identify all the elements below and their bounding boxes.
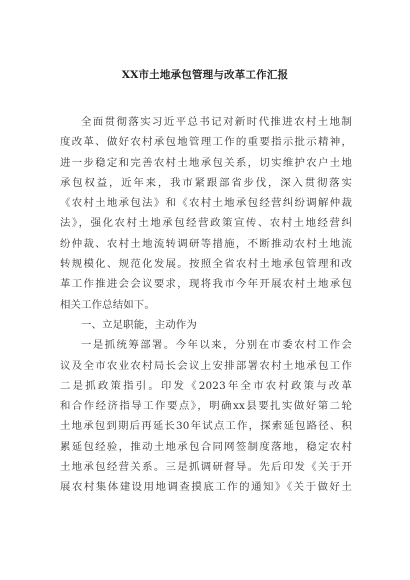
paragraph-line: 土地承包经营关系。三是抓调研督导。先后印发《关于开 [60, 461, 352, 474]
paragraph-line: 全面贯彻落实习近平总书记对新时代推进农村土地制 [81, 116, 352, 128]
paragraph-line: 累延包经验，推动土地承包合同网签制度落地，稳定农村 [60, 440, 352, 453]
paragraph-line: 进一步稳定和完善农村土地承包关系，切实维护农户土地 [60, 156, 352, 169]
paragraph-line: 革工作推进会会议要求，现将我市今年开展农村土地承包 [60, 278, 352, 291]
paragraph-line: 议及全市农业农村局长会议上安排部署农村土地承包工作 [60, 359, 352, 372]
paragraph-line: 相关工作总结如下。 [60, 298, 155, 311]
paragraph-line: 二是抓政策指引。印发《2023年全市农村政策与改革 [60, 379, 352, 392]
paragraph-line: 纷仲裁、农村土地流转调研等措施，不断推动农村土地流 [60, 237, 352, 250]
document-body [60, 112, 352, 498]
paragraph-line: 《农村土地承包法》和《农村土地承包经营纠纷调解仲裁 [60, 197, 352, 210]
paragraph-line: 承包权益，近年来，我市紧跟部省步伐，深入贯彻落实 [60, 176, 352, 189]
paragraph-line: 法》，强化农村土地承包经营政策宣传、农村土地经营纠 [60, 217, 352, 230]
paragraph-line: 一是抓统筹部署。今年以来，分别在市委农村工作会 [81, 339, 352, 352]
paragraph-line: 转规模化、规范化发展。按照全省农村土地承包管理和改 [60, 258, 352, 271]
paragraph-line: 展农村集体建设用地调查摸底工作的通知》《关于做好土 [60, 481, 352, 494]
section-heading: 一、立足职能，主动作为 [81, 318, 197, 331]
paragraph-line: 和合作经济指导工作要点》，明确xx县要扎实做好第二轮 [60, 400, 352, 413]
document-title: XX市土地承包管理与改革工作汇报 [121, 69, 289, 81]
paragraph-line: 度改革、做好农村承包地管理工作的重要指示批示精神， [60, 136, 352, 149]
paragraph-line: 土地承包到期后再延长30年试点工作，探索延包路径、积 [60, 420, 352, 433]
